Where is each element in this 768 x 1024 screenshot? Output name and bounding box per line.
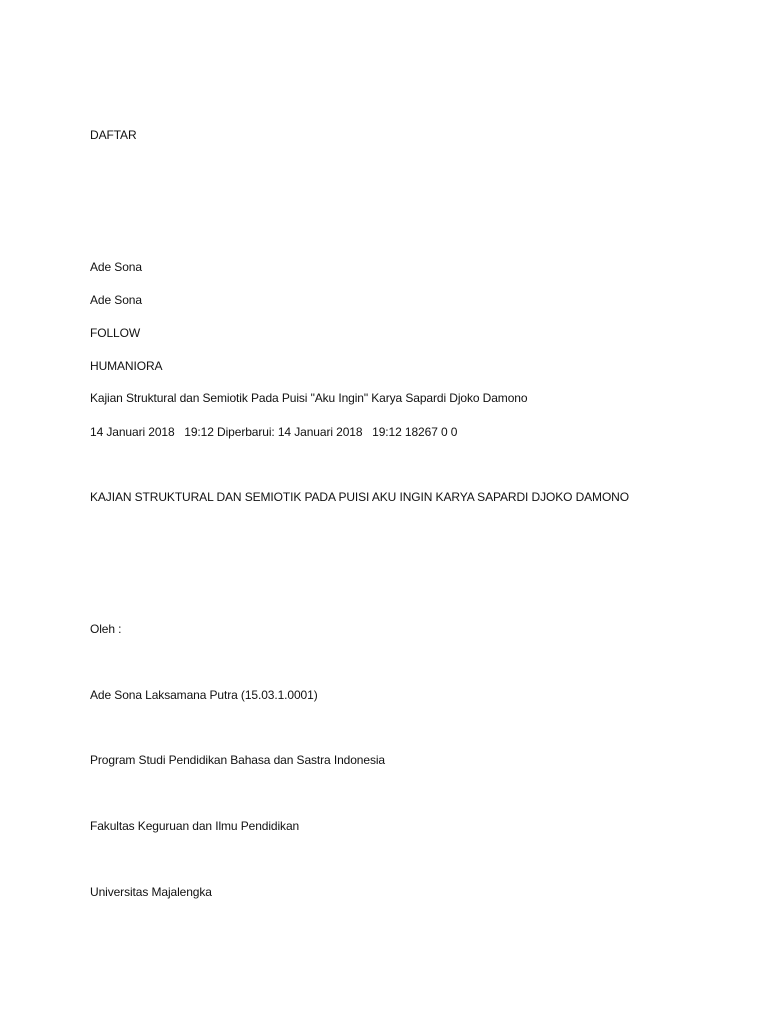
- follow-link[interactable]: FOLLOW: [90, 326, 141, 340]
- category-label[interactable]: HUMANIORA: [90, 359, 163, 373]
- title-caps: KAJIAN STRUKTURAL DAN SEMIOTIK PADA PUISI AKU INGIN KARYA SAPARDI DJOKO DAMONO: [90, 490, 629, 504]
- author-full: Ade Sona Laksamana Putra (15.03.1.0001): [90, 688, 318, 702]
- author-name[interactable]: Ade Sona: [90, 260, 142, 274]
- study-program: Program Studi Pendidikan Bahasa dan Sastra Indonesia: [90, 753, 385, 767]
- university: Universitas Majalengka: [90, 885, 212, 899]
- by-label: Oleh :: [90, 622, 122, 636]
- document-heading: DAFTAR: [90, 128, 137, 142]
- article-title: Kajian Struktural dan Semiotik Pada Puisi "Aku Ingin" Karya Sapardi Djoko Damono: [90, 391, 528, 405]
- author-name-secondary[interactable]: Ade Sona: [90, 293, 142, 307]
- faculty: Fakultas Keguruan dan Ilmu Pendidikan: [90, 819, 300, 833]
- article-meta: 14 Januari 2018 19:12 Diperbarui: 14 Januari 2018 19:12 18267 0 0: [90, 425, 458, 439]
